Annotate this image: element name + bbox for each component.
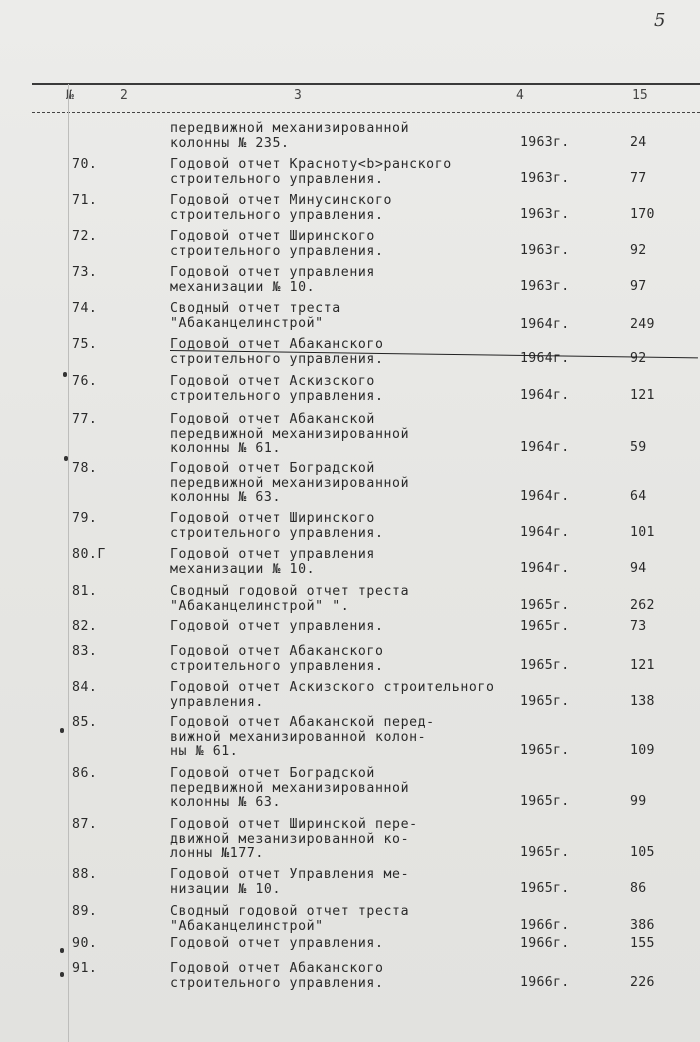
row-year: 1966г. [520,936,570,951]
row-year: 1964г. [520,351,570,366]
row-number: 80.Г [72,547,106,562]
row-title-line: колонны № 63. [170,795,282,811]
row-year: 1963г. [520,171,570,186]
row-title-line: Годовой отчет управления. [170,936,384,951]
row-title [170,302,530,331]
header-col-number: № [66,88,74,103]
header-col-title: 3 [294,88,302,103]
row-title-line: Годовой отчет Абаканского [170,644,384,659]
row-number: 87. [72,817,98,832]
row-number: 78. [72,461,98,476]
row-title-line: Годовой отчет Минусинского [170,193,393,208]
row-number: 90. [72,936,98,951]
row-title [170,716,530,760]
row-sheet-count: 92 [630,243,647,258]
row-sheet-count: 92 [630,351,647,366]
row-year: 1964г. [520,440,570,455]
row-number: 82. [72,619,98,634]
row-title-line: передвижной механизированной [170,475,410,491]
row-sheet-count: 59 [630,440,647,455]
row-number: 83. [72,644,98,659]
row-title-line: Годовой отчет Абаканской [170,412,375,427]
header-col-sheets: 15 [632,88,648,103]
ink-mark [60,972,64,977]
row-sheet-count: 99 [630,794,647,809]
ink-mark [60,728,64,733]
row-year: 1965г. [520,658,570,673]
ink-mark [64,456,68,461]
row-sheet-count: 94 [630,561,647,576]
row-sheet-count: 386 [630,918,655,933]
header-col-year: 4 [516,88,524,103]
row-title [170,158,530,187]
row-title [170,194,530,223]
row-title-line: Годовой отчет управления [170,265,375,280]
row-number: 75. [72,337,98,352]
row-title-line: "Абаканцелинстрой" ". [170,598,350,614]
row-title [170,818,530,862]
row-title [170,375,530,404]
row-title-line: Годовой отчет Ширинской пере- [170,817,418,832]
row-sheet-count: 249 [630,317,655,332]
row-year: 1963г. [520,135,570,150]
row-title-line: Годовой отчет Ширинского [170,511,375,526]
ink-mark [63,372,67,377]
row-title-line: Годовой отчет Боградской [170,766,375,781]
row-number: 84. [72,680,98,695]
row-title-line: вижной механизированной колон- [170,729,427,745]
row-number: 85. [72,715,98,730]
row-sheet-count: 64 [630,489,647,504]
row-title-line: Годовой отчет Абаканской перед- [170,715,435,730]
row-number: 91. [72,961,98,976]
row-title-line: колонны № 235. [170,135,290,151]
row-sheet-count: 121 [630,658,655,673]
row-sheet-count: 262 [630,598,655,613]
row-sheet-count: 155 [630,936,655,951]
row-sheet-count: 138 [630,694,655,709]
row-sheet-count: 170 [630,207,655,222]
row-year: 1964г. [520,489,570,504]
row-title [170,681,530,710]
row-year: 1964г. [520,317,570,332]
row-title-line: управления. [170,694,264,710]
row-year: 1965г. [520,598,570,613]
row-title-line: колонны № 61. [170,441,282,457]
row-year: 1964г. [520,388,570,403]
row-sheet-count: 101 [630,525,655,540]
row-title [170,962,530,991]
row-number: 86. [72,766,98,781]
row-title [170,413,530,457]
row-title-line: передвижной механизированной [170,780,410,796]
row-number: 73. [72,265,98,280]
row-title [170,868,530,897]
row-title-line: Годовой отчет Абаканского [170,961,384,976]
row-title-line: движной мезанизированной ко- [170,831,410,847]
row-title [170,266,530,295]
row-title [170,905,530,934]
row-sheet-count: 24 [630,135,647,150]
row-title-line: низации № 10. [170,881,282,897]
row-number: 74. [72,301,98,316]
row-year: 1965г. [520,881,570,896]
row-title [170,937,530,952]
row-year: 1964г. [520,525,570,540]
header-col-2: 2 [120,88,128,103]
row-title-line: Годовой отчет Аскизского [170,374,375,389]
row-title [170,620,530,635]
page-number: 5 [654,10,666,31]
row-title-line: "Абаканцелинстрой" [170,918,324,934]
row-title-line: Годовой отчет управления. [170,619,384,634]
row-number: 70. [72,157,98,172]
row-number: 88. [72,867,98,882]
row-title [170,462,530,506]
row-sheet-count: 226 [630,975,655,990]
row-title [170,230,530,259]
row-year: 1965г. [520,845,570,860]
row-year: 1963г. [520,243,570,258]
row-title-line: колонны № 63. [170,490,282,506]
row-year: 1965г. [520,694,570,709]
row-title-line: строительного управления. [170,975,384,991]
row-sheet-count: 86 [630,881,647,896]
row-title-line: строительного управления. [170,207,384,223]
row-title-line: Сводный годовой отчет треста [170,584,410,599]
row-title-line: Годовой отчет Аскизского строительного [170,680,495,695]
row-title [170,548,530,577]
row-sheet-count: 109 [630,743,655,758]
row-year: 1964г. [520,561,570,576]
row-title-line: Сводный годовой отчет треста [170,904,410,919]
row-year: 1966г. [520,975,570,990]
row-year: 1965г. [520,794,570,809]
row-year: 1966г. [520,918,570,933]
ink-mark [60,948,64,953]
row-title-line: механизации № 10. [170,279,316,295]
row-title [170,512,530,541]
row-title-line: ны № 61. [170,744,239,760]
row-title-line: Годовой отчет Боградской [170,461,375,476]
row-title-line: строительного управления. [170,658,384,674]
row-title-line: строительного управления. [170,388,384,404]
row-year: 1963г. [520,279,570,294]
row-title-line: Сводный отчет треста [170,301,341,316]
row-sheet-count: 121 [630,388,655,403]
row-sheet-count: 77 [630,171,647,186]
row-title-line: строительного управления. [170,243,384,259]
row-year: 1965г. [520,743,570,758]
table-header-rule [32,112,700,113]
row-number: 79. [72,511,98,526]
row-number: 72. [72,229,98,244]
row-number: 81. [72,584,98,599]
row-title-line: Годовой отчет Ширинского [170,229,375,244]
row-number: 71. [72,193,98,208]
row-year: 1965г. [520,619,570,634]
row-title-line: строительного управления. [170,351,384,367]
row-title-line: лонны №177. [170,846,264,862]
row-title-line: Годовой отчет управления [170,547,375,562]
row-title-line: Годовой отчет Красноту<b>ранского [170,157,452,172]
row-title-line: механизации № 10. [170,561,316,577]
row-title-line: строительного управления. [170,171,384,187]
row-title [170,585,530,614]
row-title-line: строительного управления. [170,525,384,541]
row-title-line: "Абаканцелинстрой" [170,315,324,331]
row-title-line: Годовой отчет Управления ме- [170,867,410,882]
row-title [170,645,530,674]
row-sheet-count: 97 [630,279,647,294]
row-number: 77. [72,412,98,427]
row-title-line: Годовой отчет Абаканского [170,337,384,352]
row-title [170,122,530,151]
table-top-rule [32,83,700,85]
row-number: 76. [72,374,98,389]
row-title-line: передвижной механизированной [170,426,410,442]
row-number: 89. [72,904,98,919]
left-margin-line [68,84,69,1042]
row-sheet-count: 73 [630,619,647,634]
row-year: 1963г. [520,207,570,222]
row-sheet-count: 105 [630,845,655,860]
row-title [170,767,530,811]
row-title-line: передвижной механизированной [170,121,410,136]
